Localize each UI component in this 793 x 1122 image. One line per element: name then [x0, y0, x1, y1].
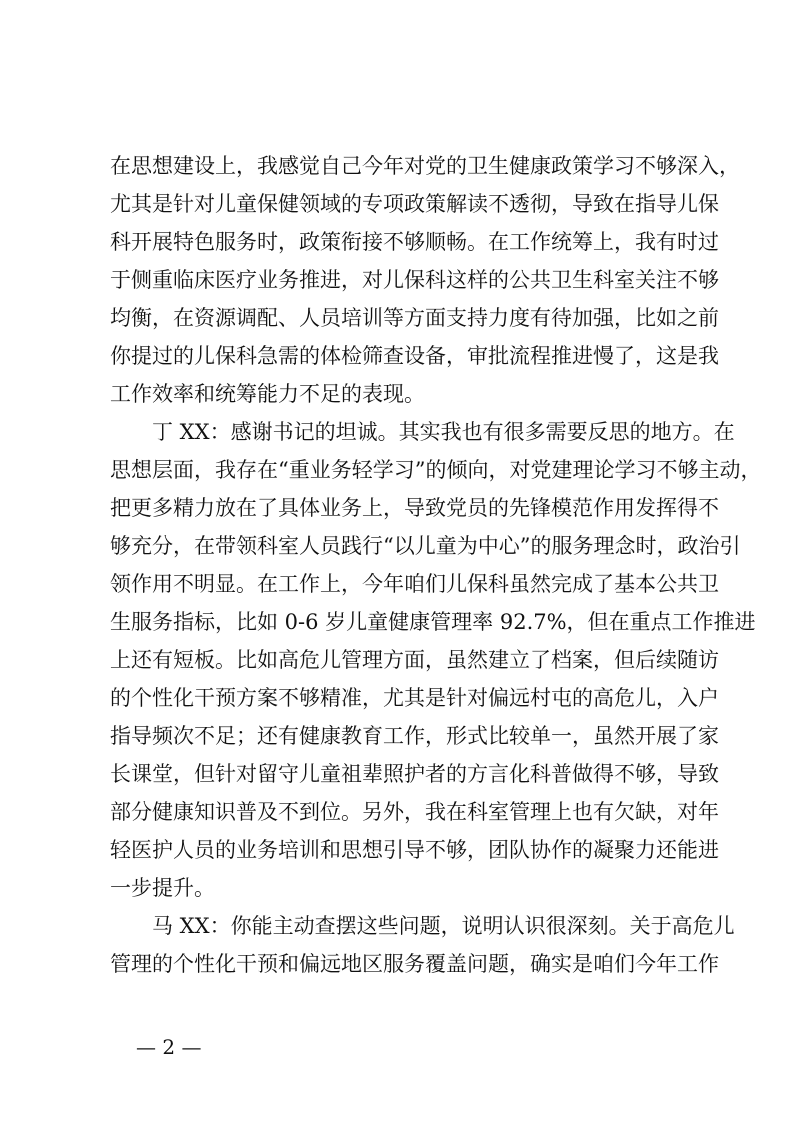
text-line: 够充分，在带领科室人员践行“以儿童为中心”的服务理念时，政治引 [110, 534, 741, 558]
text-line: 长课堂，但针对留守儿童祖辈照护者的方言化科普做得不够，导致 [110, 762, 719, 786]
text-line: 指导频次不足；还有健康教育工作，形式比较单一，虽然开展了家 [110, 724, 719, 748]
text-line: 工作效率和统筹能力不足的表现。 [110, 382, 425, 406]
text-line: 生服务指标，比如 0-6 岁儿童健康管理率 92.7%，但在重点工作推进 [110, 610, 756, 634]
text-line: 你提过的儿保科急需的体检筛查设备，审批流程推进慢了，这是我 [110, 344, 719, 368]
text-line: 丁 XX：感谢书记的坦诚。其实我也有很多需要反思的地方。在 [152, 420, 735, 444]
text-line: 思想层面，我存在“重业务轻学习”的倾向，对党建理论学习不够主动， [110, 458, 762, 482]
text-line: 把更多精力放在了具体业务上，导致党员的先锋模范作用发挥得不 [110, 496, 719, 520]
text-line: 一步提升。 [110, 876, 215, 900]
text-line: 尤其是针对儿童保健领域的专项政策解读不透彻，导致在指导儿保 [110, 192, 719, 216]
text-line: 管理的个性化干预和偏远地区服务覆盖问题，确实是咱们今年工作 [110, 952, 719, 976]
page-number: — 2 — [136, 1035, 202, 1059]
text-line: 科开展特色服务时，政策衔接不够顺畅。在工作统筹上，我有时过 [110, 230, 719, 254]
text-line: 轻医护人员的业务培训和思想引导不够，团队协作的凝聚力还能进 [110, 838, 719, 862]
text-line: 于侧重临床医疗业务推进，对儿保科这样的公共卫生科室关注不够 [110, 268, 719, 292]
text-line: 在思想建设上，我感觉自己今年对党的卫生健康政策学习不够深入， [110, 154, 740, 178]
text-line: 领作用不明显。在工作上，今年咱们儿保科虽然完成了基本公共卫 [110, 572, 719, 596]
text-line: 马 XX：你能主动查摆这些问题，说明认识很深刻。关于高危儿 [152, 914, 735, 938]
text-line: 的个性化干预方案不够精准，尤其是针对偏远村屯的高危儿，入户 [110, 686, 719, 710]
text-line: 均衡，在资源调配、人员培训等方面支持力度有待加强，比如之前 [110, 306, 719, 330]
text-line: 上还有短板。比如高危儿管理方面，虽然建立了档案，但后续随访 [110, 648, 719, 672]
text-line: 部分健康知识普及不到位。另外，我在科室管理上也有欠缺，对年 [110, 800, 719, 824]
